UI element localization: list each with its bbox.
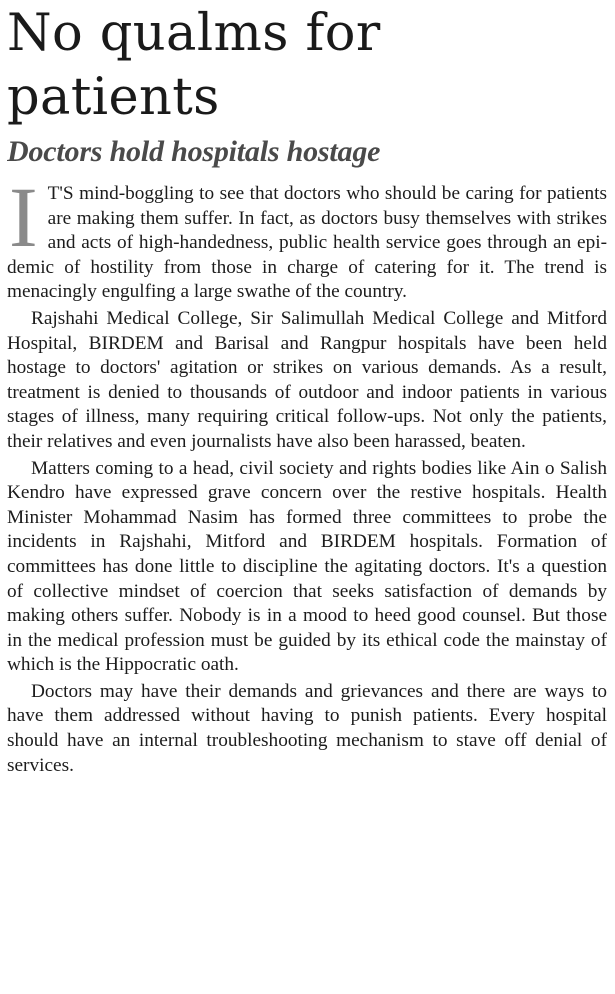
paragraph-2: Rajshahi Medical College, Sir Salimullah Medical College and Mitford Hospital, BIRDEM and Barisal and Rangpur hospitals have been held hostage to doctors' agitation or strikes on various demands. As a result, treatment is denied to thousands of outdoor and indoor patients in various stages of illness, many requiring critical follow-ups. Not only the patients, their relatives and even journalists have also been harassed, beaten.: [7, 307, 607, 452]
paragraph-3: Matters coming to a head, civil society and rights bodies like Ain o Salish Kendro have expressed grave concern over the restive hospitals. Health Minister Mohammad Nasim has formed three committees to probe the incidents in Rajshahi, Mitford and BIRDEM hospitals. Formation of committees has done little to discipline the agitating doctors. It's a question of collective mindset of coercion that seeks satisfaction of demands by making others suffer. Nobody is in a mood to heed good counsel. But those in the medical profession must be guided by its ethical code the mainstay of which is the Hippocratic oath.: [7, 457, 607, 676]
editorial-article: [7, 0, 607, 994]
paragraph-1-text: T'S mind-boggling to see that doctors who should be caring for patients are making them suffer. In fact, as doctors busy themselves with strikes and acts of high-handedness, public health service goes through an epidemic of hostility from those in charge of catering for it. The trend is menacingly engulfing a large swathe of the country.: [7, 183, 607, 303]
headline: No qualms for patients: [7, 4, 381, 127]
article-body: [7, 169, 607, 778]
paragraph-1: [7, 169, 607, 305]
paragraph-4: Doctors may have their demands and grievances and there are ways to have them addressed without having to punish patients. Every hospital should have an internal troubleshooting mechanism to stave off denial of services.: [7, 680, 607, 776]
subheadline: Doctors hold hospitals hostage: [7, 135, 381, 168]
drop-cap: I: [9, 169, 38, 265]
